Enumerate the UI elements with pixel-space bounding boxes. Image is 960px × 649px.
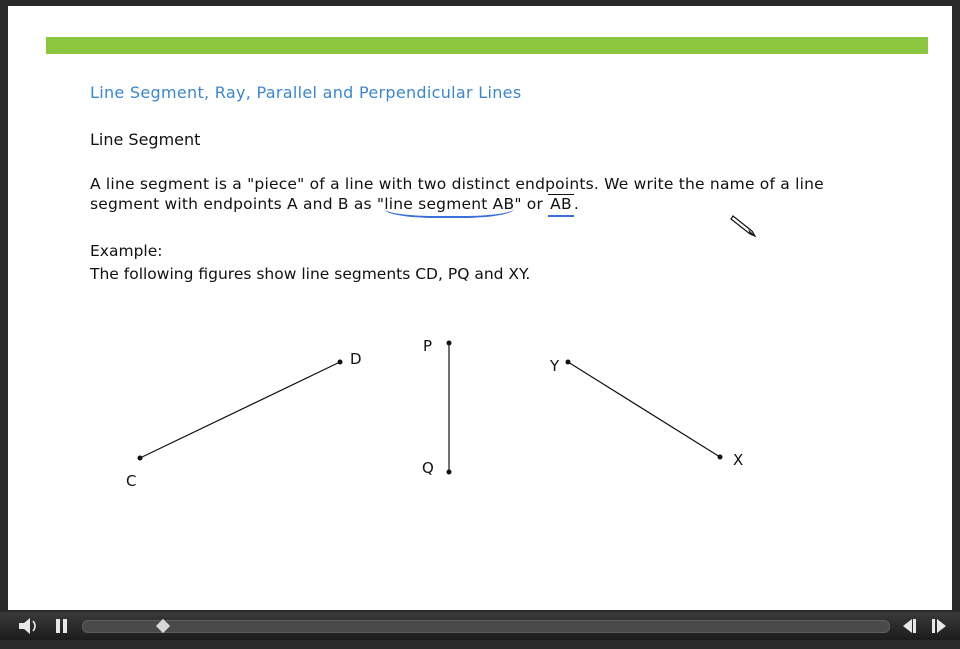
definition-text-2: " or <box>514 195 549 213</box>
speaker-icon <box>16 612 40 640</box>
segment-xy <box>549 357 743 469</box>
example-text: The following figures show line segments CD, PQ and XY. <box>90 265 531 283</box>
skip-forward-button[interactable] <box>930 612 950 649</box>
underlined-annotation: line segment AB <box>384 195 514 218</box>
label-c: C <box>126 472 137 490</box>
segment-notation: AB <box>548 194 574 217</box>
definition-end: . <box>573 195 579 213</box>
slide-title: Line Segment, Ray, Parallel and Perpendicular Lines <box>90 83 522 102</box>
player-controls <box>0 612 960 640</box>
skip-back-button[interactable] <box>898 612 918 649</box>
label-q: Q <box>422 459 434 477</box>
label-d: D <box>350 350 362 368</box>
progress-track[interactable] <box>82 620 890 633</box>
example-label: Example: <box>90 242 163 260</box>
label-y: Y <box>550 357 560 375</box>
section-heading: Line Segment <box>90 130 201 149</box>
label-p: P <box>423 337 433 355</box>
skip-back-icon <box>898 612 918 640</box>
label-x: X <box>733 451 744 469</box>
segment-cd <box>126 350 362 490</box>
volume-button[interactable] <box>16 612 40 649</box>
segment-pq <box>422 337 452 477</box>
pause-icon <box>54 612 70 640</box>
pause-button[interactable] <box>54 612 70 649</box>
pen-cursor-icon <box>731 216 755 236</box>
skip-forward-icon <box>930 612 950 640</box>
definition-text: A line segment is a "piece" of a line with two distinct endpoints. We write the name of a line segment with endpoints A and B as " <box>90 175 824 213</box>
